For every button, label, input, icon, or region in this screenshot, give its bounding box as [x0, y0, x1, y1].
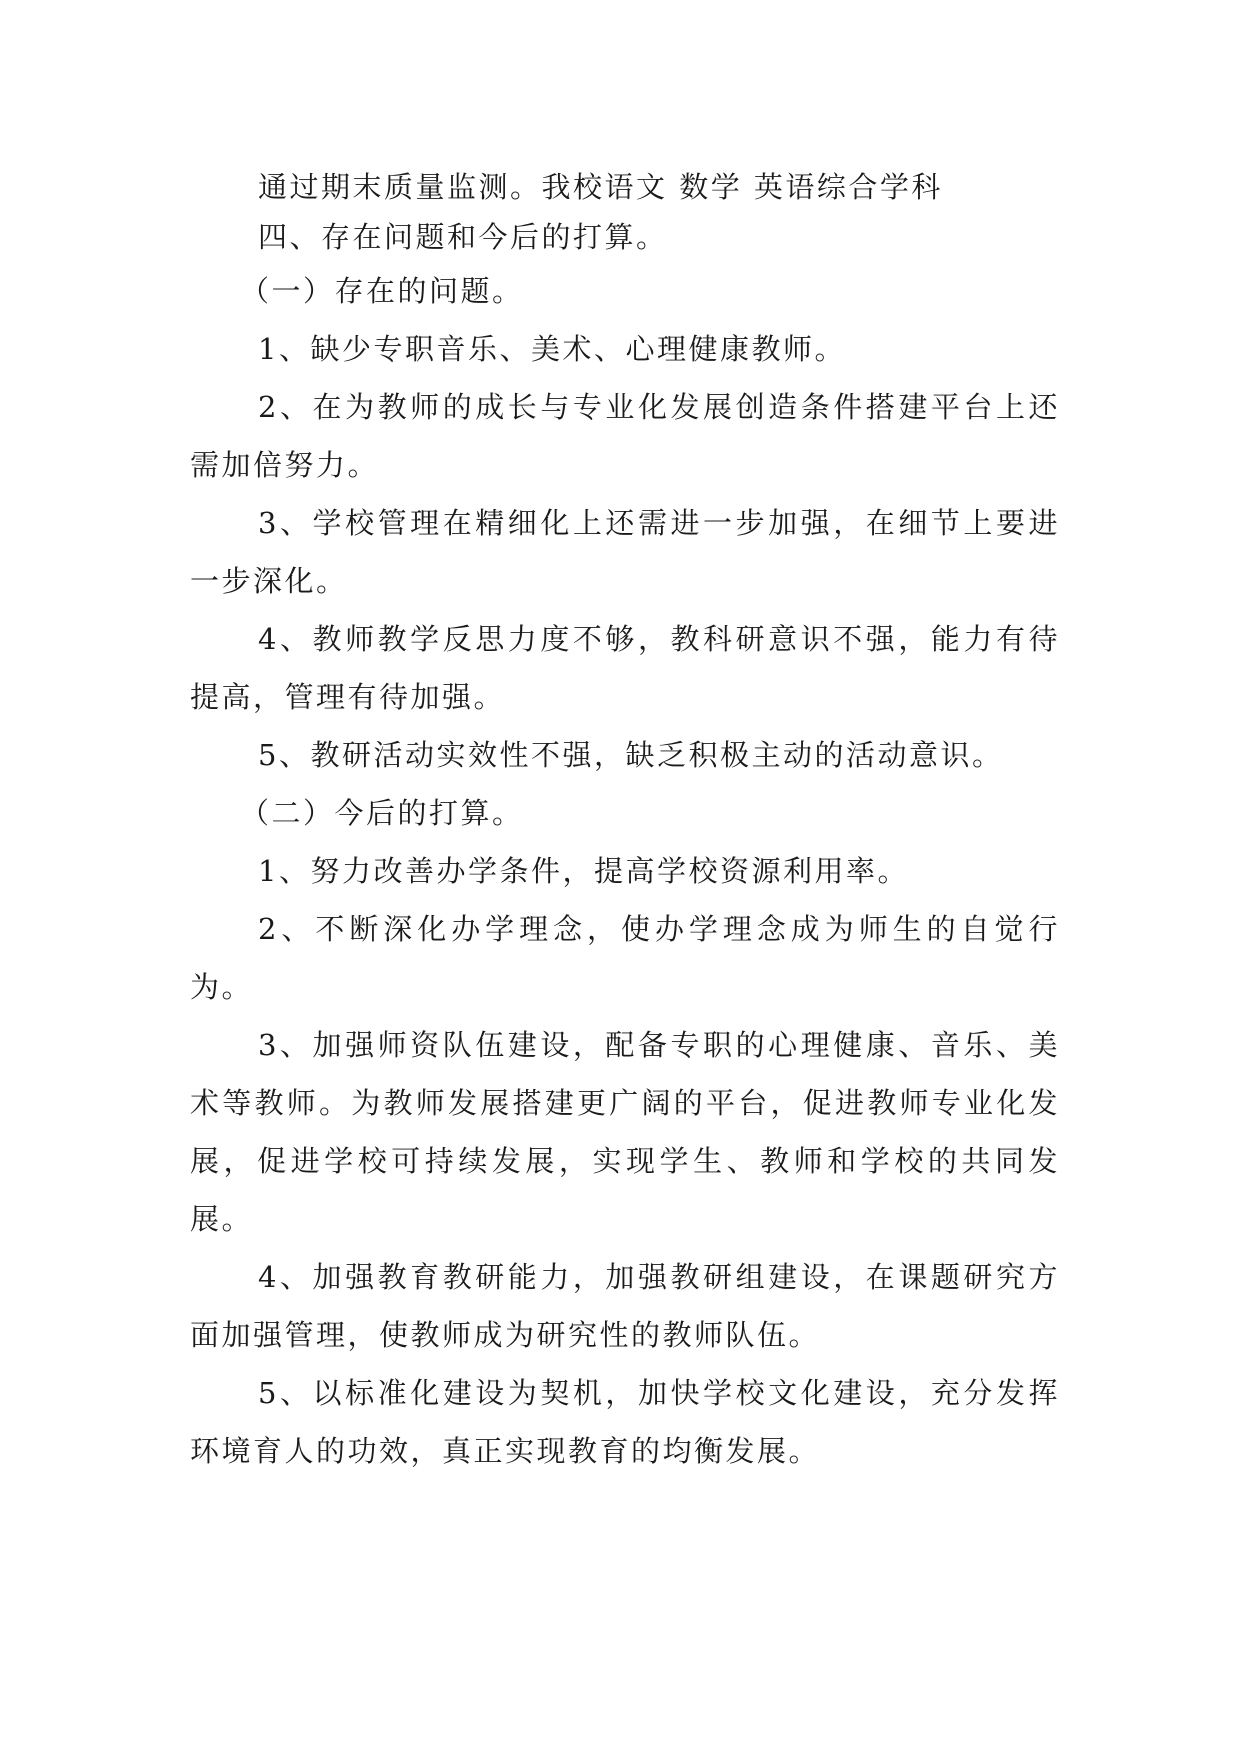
- subheading-future-plans: （二）今后的打算。: [240, 796, 524, 830]
- document-body: [190, 162, 1060, 1480]
- paragraph-summary-line: 通过期末质量监测。我校语文 数学 英语综合学科: [258, 170, 943, 204]
- problem-item-2: 2、在为教师的成长与专业化发展创造条件搭建平台上还需加倍努力。: [190, 390, 1060, 482]
- problem-item-5: 5、教研活动实效性不强，缺乏积极主动的活动意识。: [258, 738, 1004, 772]
- problem-item-4: 4、教师教学反思力度不够，教科研意识不强，能力有待提高，管理有待加强。: [190, 622, 1060, 714]
- section-heading-problems-and-plans: 四、存在问题和今后的打算。: [258, 220, 668, 254]
- plan-item-3: 3、加强师资队伍建设，配备专职的心理健康、音乐、美术等教师。为教师发展搭建更广阔的平台，促进教师专业化发展，促进学校可持续发展，实现学生、教师和学校的共同发展。: [190, 1028, 1060, 1236]
- plan-item-5: 5、以标准化建设为契机，加快学校文化建设，充分发挥环境育人的功效，真正实现教育的均衡发展。: [190, 1376, 1060, 1468]
- plan-item-1: 1、努力改善办学条件，提高学校资源利用率。: [258, 854, 909, 888]
- plan-item-4: 4、加强教育教研能力，加强教研组建设，在课题研究方面加强管理，使教师成为研究性的教师队伍。: [190, 1260, 1060, 1352]
- problem-item-1: 1、缺少专职音乐、美术、心理健康教师。: [258, 332, 846, 366]
- subheading-existing-problems: （一）存在的问题。: [240, 274, 524, 308]
- problem-item-3: 3、学校管理在精细化上还需进一步加强，在细节上要进一步深化。: [190, 506, 1060, 598]
- plan-item-2: 2、不断深化办学理念，使办学理念成为师生的自觉行为。: [190, 912, 1060, 1004]
